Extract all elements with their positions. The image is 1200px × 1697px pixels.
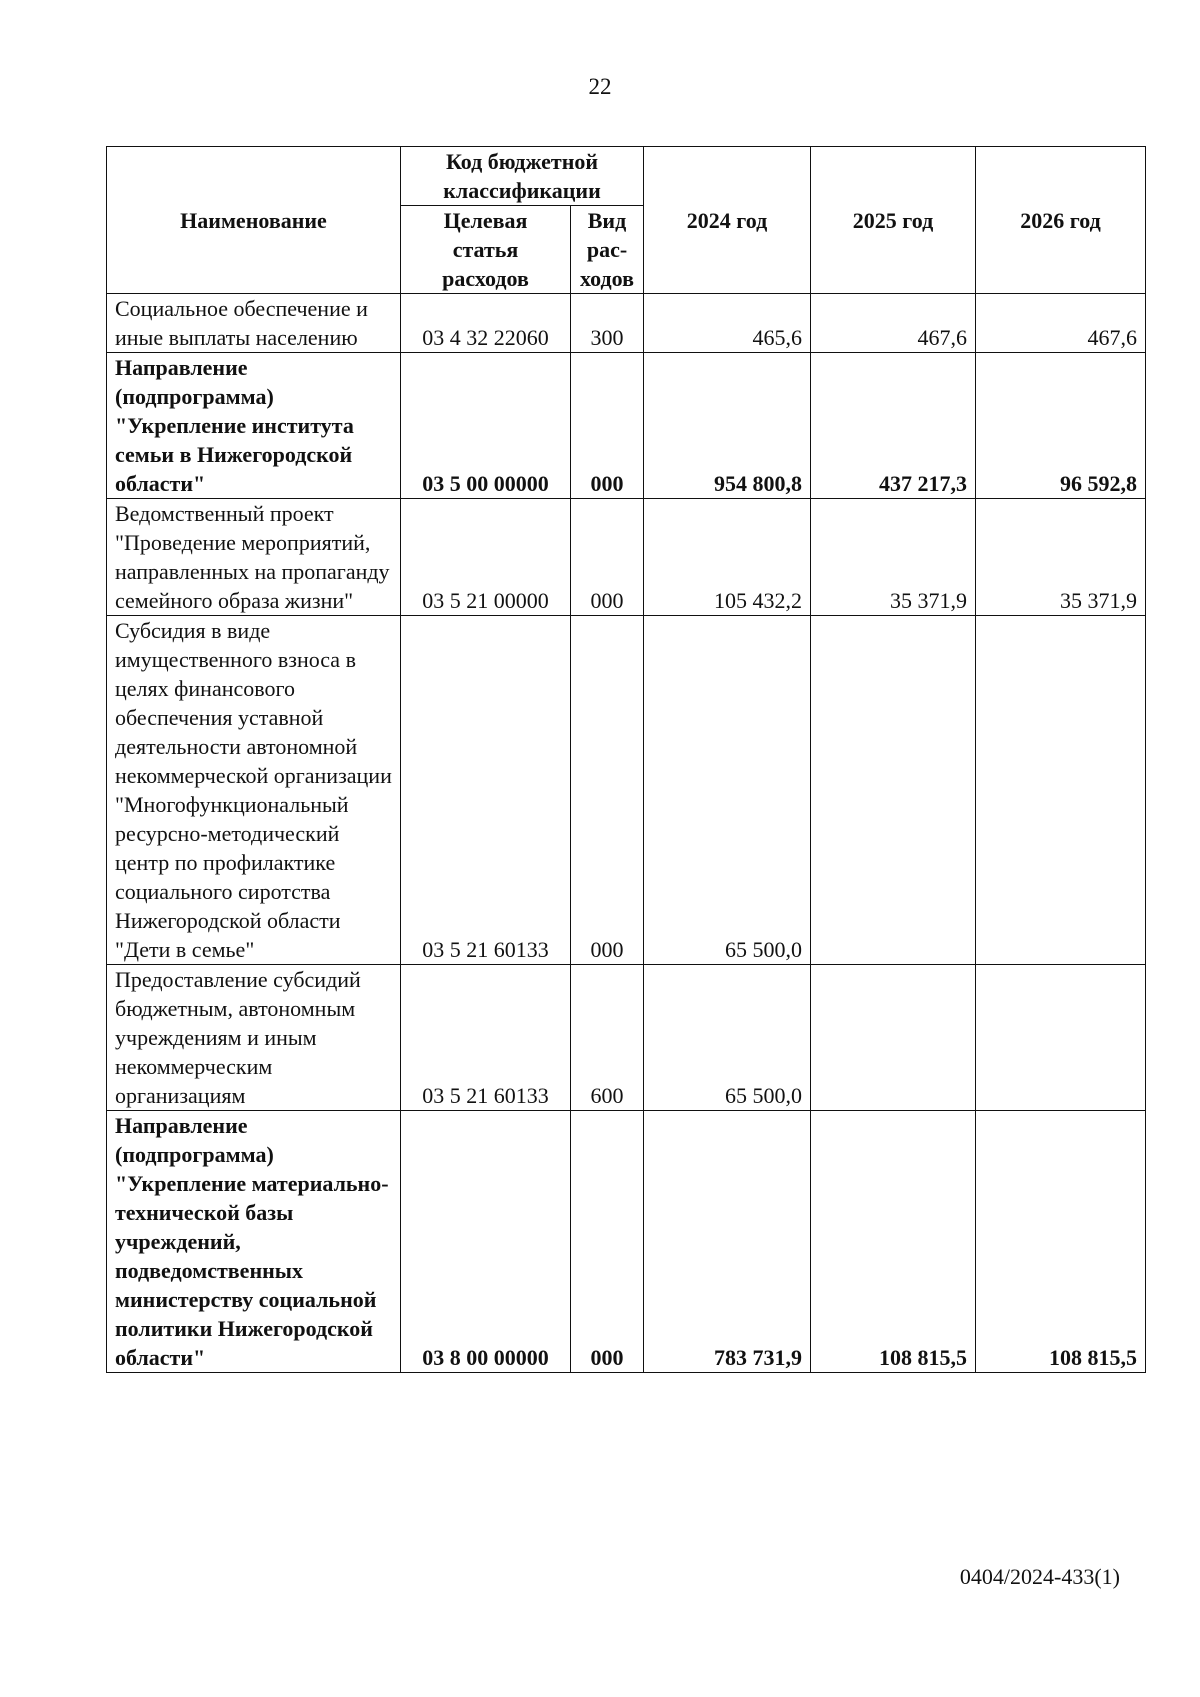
row-2024: 65 500,0 <box>644 965 811 1111</box>
table-body <box>107 294 1146 1373</box>
table-row <box>107 499 1146 616</box>
page-number: 22 <box>588 74 612 99</box>
row-expense-kind: 300 <box>571 294 644 353</box>
row-2025 <box>811 616 976 965</box>
header-year-2025: 2025 год <box>811 147 976 294</box>
row-2026: 96 592,8 <box>976 353 1146 499</box>
row-name: Предоставление субсидий бюджетным, автономным учреждениям и иным некоммерческим организациям <box>107 965 401 1111</box>
row-target-article: 03 4 32 22060 <box>401 294 571 353</box>
row-expense-kind: 600 <box>571 965 644 1111</box>
row-target-article: 03 5 21 00000 <box>401 499 571 616</box>
row-2026: 108 815,5 <box>976 1111 1146 1373</box>
row-target-article: 03 5 00 00000 <box>401 353 571 499</box>
row-2025: 108 815,5 <box>811 1111 976 1373</box>
header-kbk-group: Код бюджетной классификации <box>401 147 644 206</box>
row-expense-kind: 000 <box>571 616 644 965</box>
table-row <box>107 616 1146 965</box>
table-header <box>107 147 1146 294</box>
row-2025: 35 371,9 <box>811 499 976 616</box>
table-row <box>107 965 1146 1111</box>
row-target-article: 03 5 21 60133 <box>401 965 571 1111</box>
row-2026: 467,6 <box>976 294 1146 353</box>
row-name: Социальное обеспечение и иные выплаты населению <box>107 294 401 353</box>
row-2024: 954 800,8 <box>644 353 811 499</box>
row-2026 <box>976 616 1146 965</box>
row-2025 <box>811 965 976 1111</box>
row-expense-kind: 000 <box>571 353 644 499</box>
row-2024: 105 432,2 <box>644 499 811 616</box>
table-row <box>107 353 1146 499</box>
header-expense-kind: Вид рас- ходов <box>571 206 644 294</box>
header-year-2024: 2024 год <box>644 147 811 294</box>
document-code: 0404/2024-433(1) <box>959 1564 1120 1589</box>
row-2025: 467,6 <box>811 294 976 353</box>
row-name: Направление (подпрограмма) "Укрепление материально-технической базы учреждений, подведомственных министерству социальной политики Нижегородской области" <box>107 1111 401 1373</box>
row-2025: 437 217,3 <box>811 353 976 499</box>
row-2026 <box>976 965 1146 1111</box>
row-target-article: 03 8 00 00000 <box>401 1111 571 1373</box>
row-2024: 465,6 <box>644 294 811 353</box>
row-name: Направление (подпрограмма) "Укрепление института семьи в Нижегородской области" <box>107 353 401 499</box>
row-name: Субсидия в виде имущественного взноса в целях финансового обеспечения уставной деятельности автономной некоммерческой организации "Многофункциональный ресурсно-методический центр по профилактике социального сиротства Нижегородской области "Дети в семье" <box>107 616 401 965</box>
row-target-article: 03 5 21 60133 <box>401 616 571 965</box>
row-2024: 65 500,0 <box>644 616 811 965</box>
row-expense-kind: 000 <box>571 1111 644 1373</box>
table-row <box>107 1111 1146 1373</box>
row-expense-kind: 000 <box>571 499 644 616</box>
budget-table <box>106 146 1146 1373</box>
table-row <box>107 294 1146 353</box>
header-year-2026: 2026 год <box>976 147 1146 294</box>
row-name: Ведомственный проект "Проведение мероприятий, направленных на пропаганду семейного образа жизни" <box>107 499 401 616</box>
row-2026: 35 371,9 <box>976 499 1146 616</box>
header-name: Наименование <box>107 147 401 294</box>
row-2024: 783 731,9 <box>644 1111 811 1373</box>
header-target-article: Целевая статья расходов <box>401 206 571 294</box>
